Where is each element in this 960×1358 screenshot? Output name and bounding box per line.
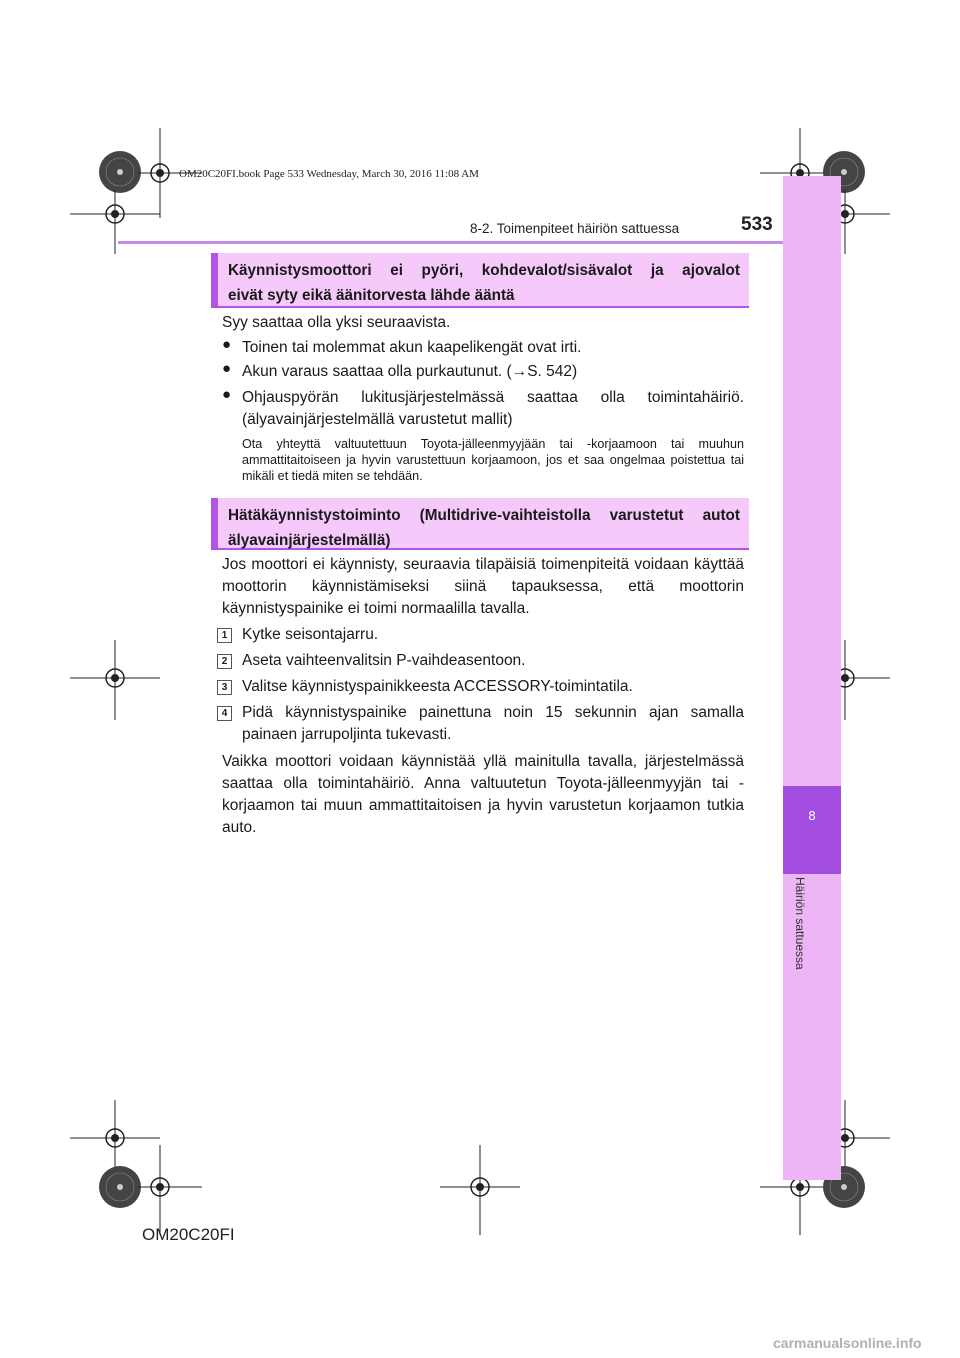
heading-line-2: älyavainjärjestelmällä) [228,532,391,549]
step-number-badge: 1 [217,628,232,643]
crosshair-mark-top-left-2 [70,190,160,254]
chapter-title-tab [784,877,808,1000]
crosshair-mark-mid-left [70,640,160,720]
bullet-item-continued: (älyavainjärjestelmällä varustetut mallit) [242,411,513,428]
running-header-section: 8-2. Toimenpiteet häiriön sattuessa [470,221,680,236]
step-text: Kytke seisontajarru. [242,626,379,643]
bullet-icon: ● [222,360,232,377]
site-watermark: carmanualsonline.info [773,1335,922,1351]
chapter-title: Häiriön sattuessa [793,877,807,970]
step-text: Aseta vaihteenvalitsin P-vaihdeasentoon. [242,652,526,669]
chapter-tab-strip [783,176,841,1180]
book-imprint: OM20C20FI.book Page 533 Wednesday, March 30, 2016 11:08 AM [179,168,479,180]
crosshair-mark-bottom-center [440,1145,520,1235]
page-number: 533 [741,214,773,235]
section2-outro: Vaikka moottori voidaan käynnistää yllä mainitulla tavalla, järjestelmässä saattaa olla toimintahäiriö. Anna valtuutetun Toyota-jälleenmyyjän tai -korjaamon tai muun ammattitaitoisen ja hyvin varustetun korjaamon tutkia auto. [222,753,744,836]
heading-line-2: eivät syty eikä äänitorvesta lähde ääntä [228,287,515,304]
chapter-number-tab[interactable] [783,786,841,874]
section-heading-starter [211,253,749,308]
manual-code: OM20C20FI [142,1225,235,1244]
section1-note: Ota yhteyttä valtuutettuun Toyota-jälleenmyyjään tai -korjaamoon tai muuhun ammattitaitoiseen ja hyvin varustettuun korjaamoon, jos et saa ongelmaa poistettua tai mikäli et tiedä miten se tehdään. [242,437,744,483]
bullet-item: Ohjauspyörän lukitusjärjestelmässä saattaa olla toimintahäiriö. [242,389,744,406]
step-number-badge: 4 [217,706,232,721]
crosshair-mark-bottom-left-2 [138,1145,202,1235]
chapter-number: 8 [808,808,816,823]
bullet-item: Toinen tai molemmat akun kaapelikengät ovat irti. [242,339,582,356]
bullet-icon: ● [222,386,232,403]
sunburst-mark-bottom-left [98,1165,142,1209]
header-rule [118,241,783,244]
bullet-item: Akun varaus saattaa olla purkautunut. (→S. 542) [242,363,578,380]
bullet-icon: ● [222,336,232,353]
section1-intro: Syy saattaa olla yksi seuraavista. [222,314,451,331]
heading-line-1: Hätäkäynnistystoiminto (Multidrive-vaihteistolla varustetut autot [228,507,740,524]
section-heading-emergency-start [211,498,749,550]
sunburst-mark-top-left [98,150,142,194]
section2-intro: Jos moottori ei käynnisty, seuraavia tilapäisiä toimenpiteitä voidaan käyttää moottorin käynnistämiseksi siinä tapauksessa, että moottorin käynnistyspainike ei toimi normaalilla tavalla. [222,556,744,617]
step-number-badge: 3 [217,680,232,695]
step-text: Pidä käynnistyspainike painettuna noin 15 sekunnin ajan samalla painaen jarrupoljinta tukevasti. [242,704,744,743]
heading-line-1: Käynnistysmoottori ei pyöri, kohdevalot/sisävalot ja ajovalot [228,262,740,279]
step-number-badge: 2 [217,654,232,669]
step-text: Valitse käynnistyspainikkeesta ACCESSORY-toimintatila. [242,678,633,695]
